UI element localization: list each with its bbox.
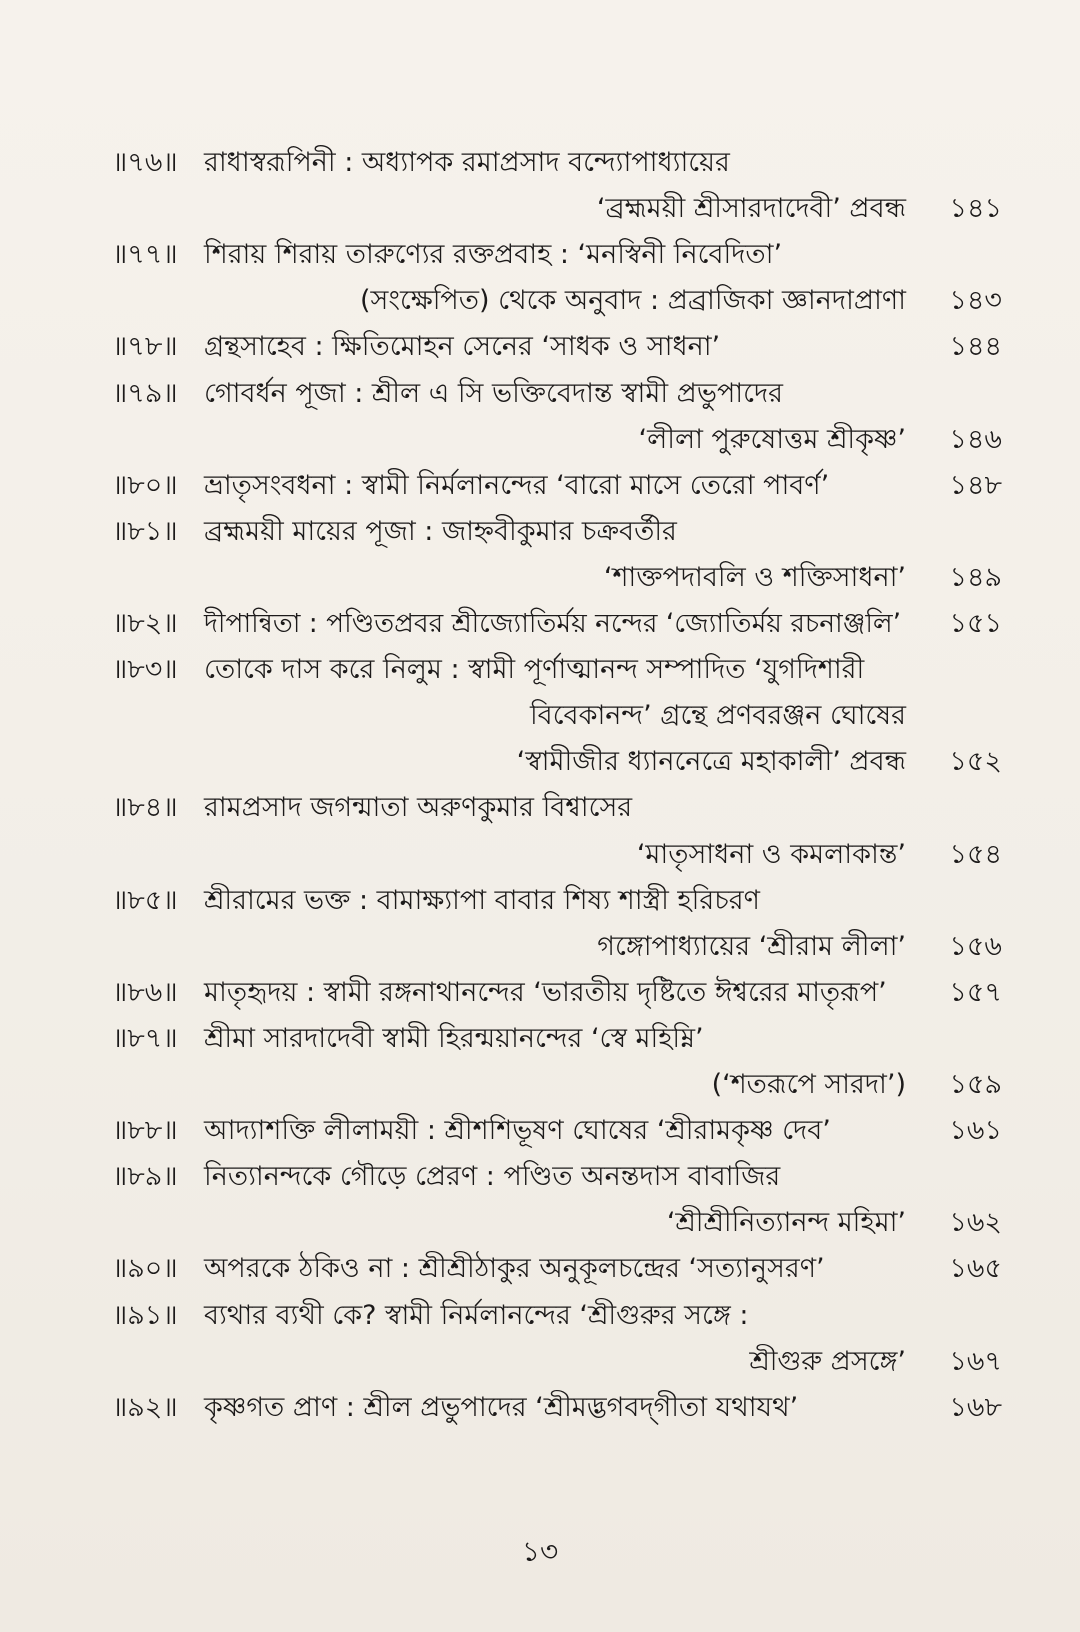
entry-number: ॥৮৩॥ <box>112 654 178 686</box>
entry-title: শ্রীরামের ভক্ত : বামাক্ষ্যাপা বাবার শিষ্য শাস্ত্রী হরিচরণ <box>204 884 760 916</box>
entry-title: ভ্রাতৃসংবধনা : স্বামী নির্মলানন্দের ‘বারো মাসে তেরো পাবর্ণ’ <box>204 469 830 501</box>
toc-line <box>0 647 1080 693</box>
entry-page-number: ১৪৪ <box>949 331 1002 363</box>
entry-title: গ্রন্থসাহেব : ক্ষিতিমোহন সেনের ‘সাধক ও সাধনা’ <box>204 331 721 363</box>
entry-number: ॥৮৪॥ <box>112 792 178 824</box>
entry-number: ॥৮৯॥ <box>112 1161 178 1193</box>
entry-title: শিরায় শিরায় তারুণ্যের রক্তপ্রবাহ : ‘মনস্বিনী নিবেদিতা’ <box>204 239 783 271</box>
entry-title: দীপান্বিতা : পণ্ডিতপ্রবর শ্রীজ্যোতির্ময় নন্দের ‘জ্যোতির্ময় রচনাঞ্জলি’ <box>204 608 902 639</box>
entry-title: নিত্যানন্দকে গৌড়ে প্রেরণ : পণ্ডিত অনন্তদাস বাবাজির <box>204 1161 781 1193</box>
entry-page-number: ১৫৬ <box>949 930 1002 962</box>
entry-title: মাতৃহৃদয় : স্বামী রঙ্গনাথানন্দের ‘ভারতীয় দৃষ্টিতে ঈশ্বরের মাতৃরূপ’ <box>204 976 887 1008</box>
entry-page-number: ১৪৯ <box>949 561 1002 593</box>
toc-line <box>0 1200 1080 1246</box>
entry-title: ‘শাক্তপদাবলি ও শক্তিসাধনা’ <box>603 561 906 593</box>
toc-line <box>0 324 1080 370</box>
entry-title: ব্যথার ব্যথী কে? স্বামী নির্মলানন্দের ‘শ্রীগুরুর সঙ্গে : <box>204 1299 749 1331</box>
entry-title: গোবর্ধন পূজা : শ্রীল এ সি ভক্তিবেদান্ত স্বামী প্রভুপাদের <box>204 377 783 409</box>
entry-page-number: ১৫৭ <box>949 976 1002 1008</box>
toc-line <box>0 509 1080 555</box>
entry-number: ॥৭৬॥ <box>112 147 178 178</box>
entry-title: শ্রীগুরু প্রসঙ্গে’ <box>749 1345 906 1377</box>
entry-title: গঙ্গোপাধ্যায়ের ‘শ্রীরাম লীলা’ <box>597 930 906 962</box>
toc-line <box>0 278 1080 324</box>
toc-line <box>0 1016 1080 1062</box>
toc-line <box>0 1154 1080 1200</box>
entry-number: ॥৮৮॥ <box>112 1115 178 1147</box>
entry-page-number: ১৫৪ <box>949 838 1002 870</box>
entry-page-number: ১৫১ <box>949 608 1002 639</box>
entry-number: ॥৯২॥ <box>112 1391 178 1423</box>
toc-line <box>0 1246 1080 1292</box>
entry-title: ‘মাতৃসাধনা ও কমলাকান্ত’ <box>636 838 906 870</box>
toc-line <box>0 970 1080 1016</box>
entry-number: ॥৮৬॥ <box>112 976 178 1008</box>
entry-page-number: ১৫৯ <box>949 1069 1002 1100</box>
toc-line <box>0 1293 1080 1339</box>
toc-line <box>0 186 1080 232</box>
toc-line <box>0 785 1080 831</box>
entry-title: ‘লীলা পুরুষোত্তম শ্রীকৃষ্ণ’ <box>638 423 906 455</box>
entry-title: ‘শ্রীশ্রীনিত্যানন্দ মহিমা’ <box>666 1207 906 1239</box>
toc-line <box>0 1339 1080 1385</box>
entry-title: শ্রীমা সারদাদেবী স্বামী হিরন্ময়ানন্দের ‘স্বে মহিম্নি’ <box>204 1022 704 1054</box>
entry-page-number: ১৬৭ <box>949 1345 1002 1377</box>
entry-title: ‘ব্রহ্মময়ী শ্রীসারদাদেবী’ প্রবন্ধ <box>596 193 906 225</box>
entry-title: (সংক্ষেপিত) থেকে অনুবাদ : প্রব্রাজিকা জ্ঞানদাপ্রাণা <box>359 285 906 317</box>
entry-title: রাধাস্বরূপিনী : অধ্যাপক রমাপ্রসাদ বন্দ্যোপাধ্যায়ের <box>204 147 730 178</box>
entry-title: কৃষ্ণগত প্রাণ : শ্রীল প্রভুপাদের ‘শ্রীমদ্ভগবদ্‌গীতা যথাযথ’ <box>204 1391 799 1423</box>
entry-title: রামপ্রসাদ জগন্মাতা অরুণকুমার বিশ্বাসের <box>204 792 633 824</box>
toc-line <box>0 878 1080 924</box>
entry-number: ॥৮৭॥ <box>112 1022 178 1054</box>
page-number: ১৩ <box>521 1535 559 1568</box>
entry-number: ॥৮১॥ <box>112 515 178 547</box>
entry-page-number: ১৬১ <box>949 1115 1002 1147</box>
toc-line <box>0 232 1080 278</box>
toc-line <box>0 1385 1080 1431</box>
toc-line <box>0 693 1080 739</box>
entry-page-number: ১৪৬ <box>949 423 1002 455</box>
toc-line <box>0 371 1080 417</box>
toc-line <box>0 924 1080 970</box>
toc-line <box>0 463 1080 509</box>
entry-title: (‘শতরূপে সারদা’) <box>711 1069 906 1100</box>
entry-page-number: ১৫২ <box>949 746 1002 778</box>
entry-page-number: ১৬৮ <box>949 1391 1002 1423</box>
entry-number: ॥৭৯॥ <box>112 377 178 409</box>
entry-page-number: ১৬৫ <box>949 1253 1002 1285</box>
entry-page-number: ১৪৮ <box>949 469 1002 501</box>
entry-number: ॥৯১॥ <box>112 1299 178 1331</box>
toc-line <box>0 832 1080 878</box>
toc-line <box>0 739 1080 785</box>
entry-title: বিবেকানন্দ’ গ্রন্থে প্রণবরঞ্জন ঘোষের <box>529 700 906 732</box>
toc-line <box>0 601 1080 647</box>
toc-line <box>0 140 1080 186</box>
toc-line <box>0 417 1080 463</box>
entry-number: ॥৮০॥ <box>112 469 178 501</box>
entry-title: আদ্যাশক্তি লীলাময়ী : শ্রীশশিভূষণ ঘোষের ‘শ্রীরামকৃষ্ণ দেব’ <box>204 1115 831 1147</box>
entry-number: ॥৭৮॥ <box>112 331 178 363</box>
entry-page-number: ১৬২ <box>949 1207 1002 1239</box>
entry-title: ‘স্বামীজীর ধ্যাননেত্রে মহাকালী’ প্রবন্ধ <box>516 746 906 778</box>
entry-number: ॥৭৭॥ <box>112 239 178 271</box>
entry-number: ॥৯০॥ <box>112 1253 178 1285</box>
entry-number: ॥৮৫॥ <box>112 884 178 916</box>
toc-line <box>0 1062 1080 1108</box>
toc-line <box>0 555 1080 601</box>
toc-line <box>0 1108 1080 1154</box>
entry-number: ॥৮২॥ <box>112 608 178 639</box>
entry-page-number: ১৪৩ <box>949 285 1002 317</box>
entry-title: অপরকে ঠকিও না : শ্রীশ্রীঠাকুর অনুকূলচন্দ্রের ‘সত্যানুসরণ’ <box>204 1253 825 1285</box>
entry-page-number: ১৪১ <box>949 193 1002 225</box>
entry-title: তোকে দাস করে নিলুম : স্বামী পূর্ণাত্মানন্দ সম্পাদিত ‘যুগদিশারী <box>204 654 865 686</box>
entry-title: ব্রহ্মময়ী মায়ের পূজা : জাহ্নবীকুমার চক্রবর্তীর <box>204 515 677 547</box>
